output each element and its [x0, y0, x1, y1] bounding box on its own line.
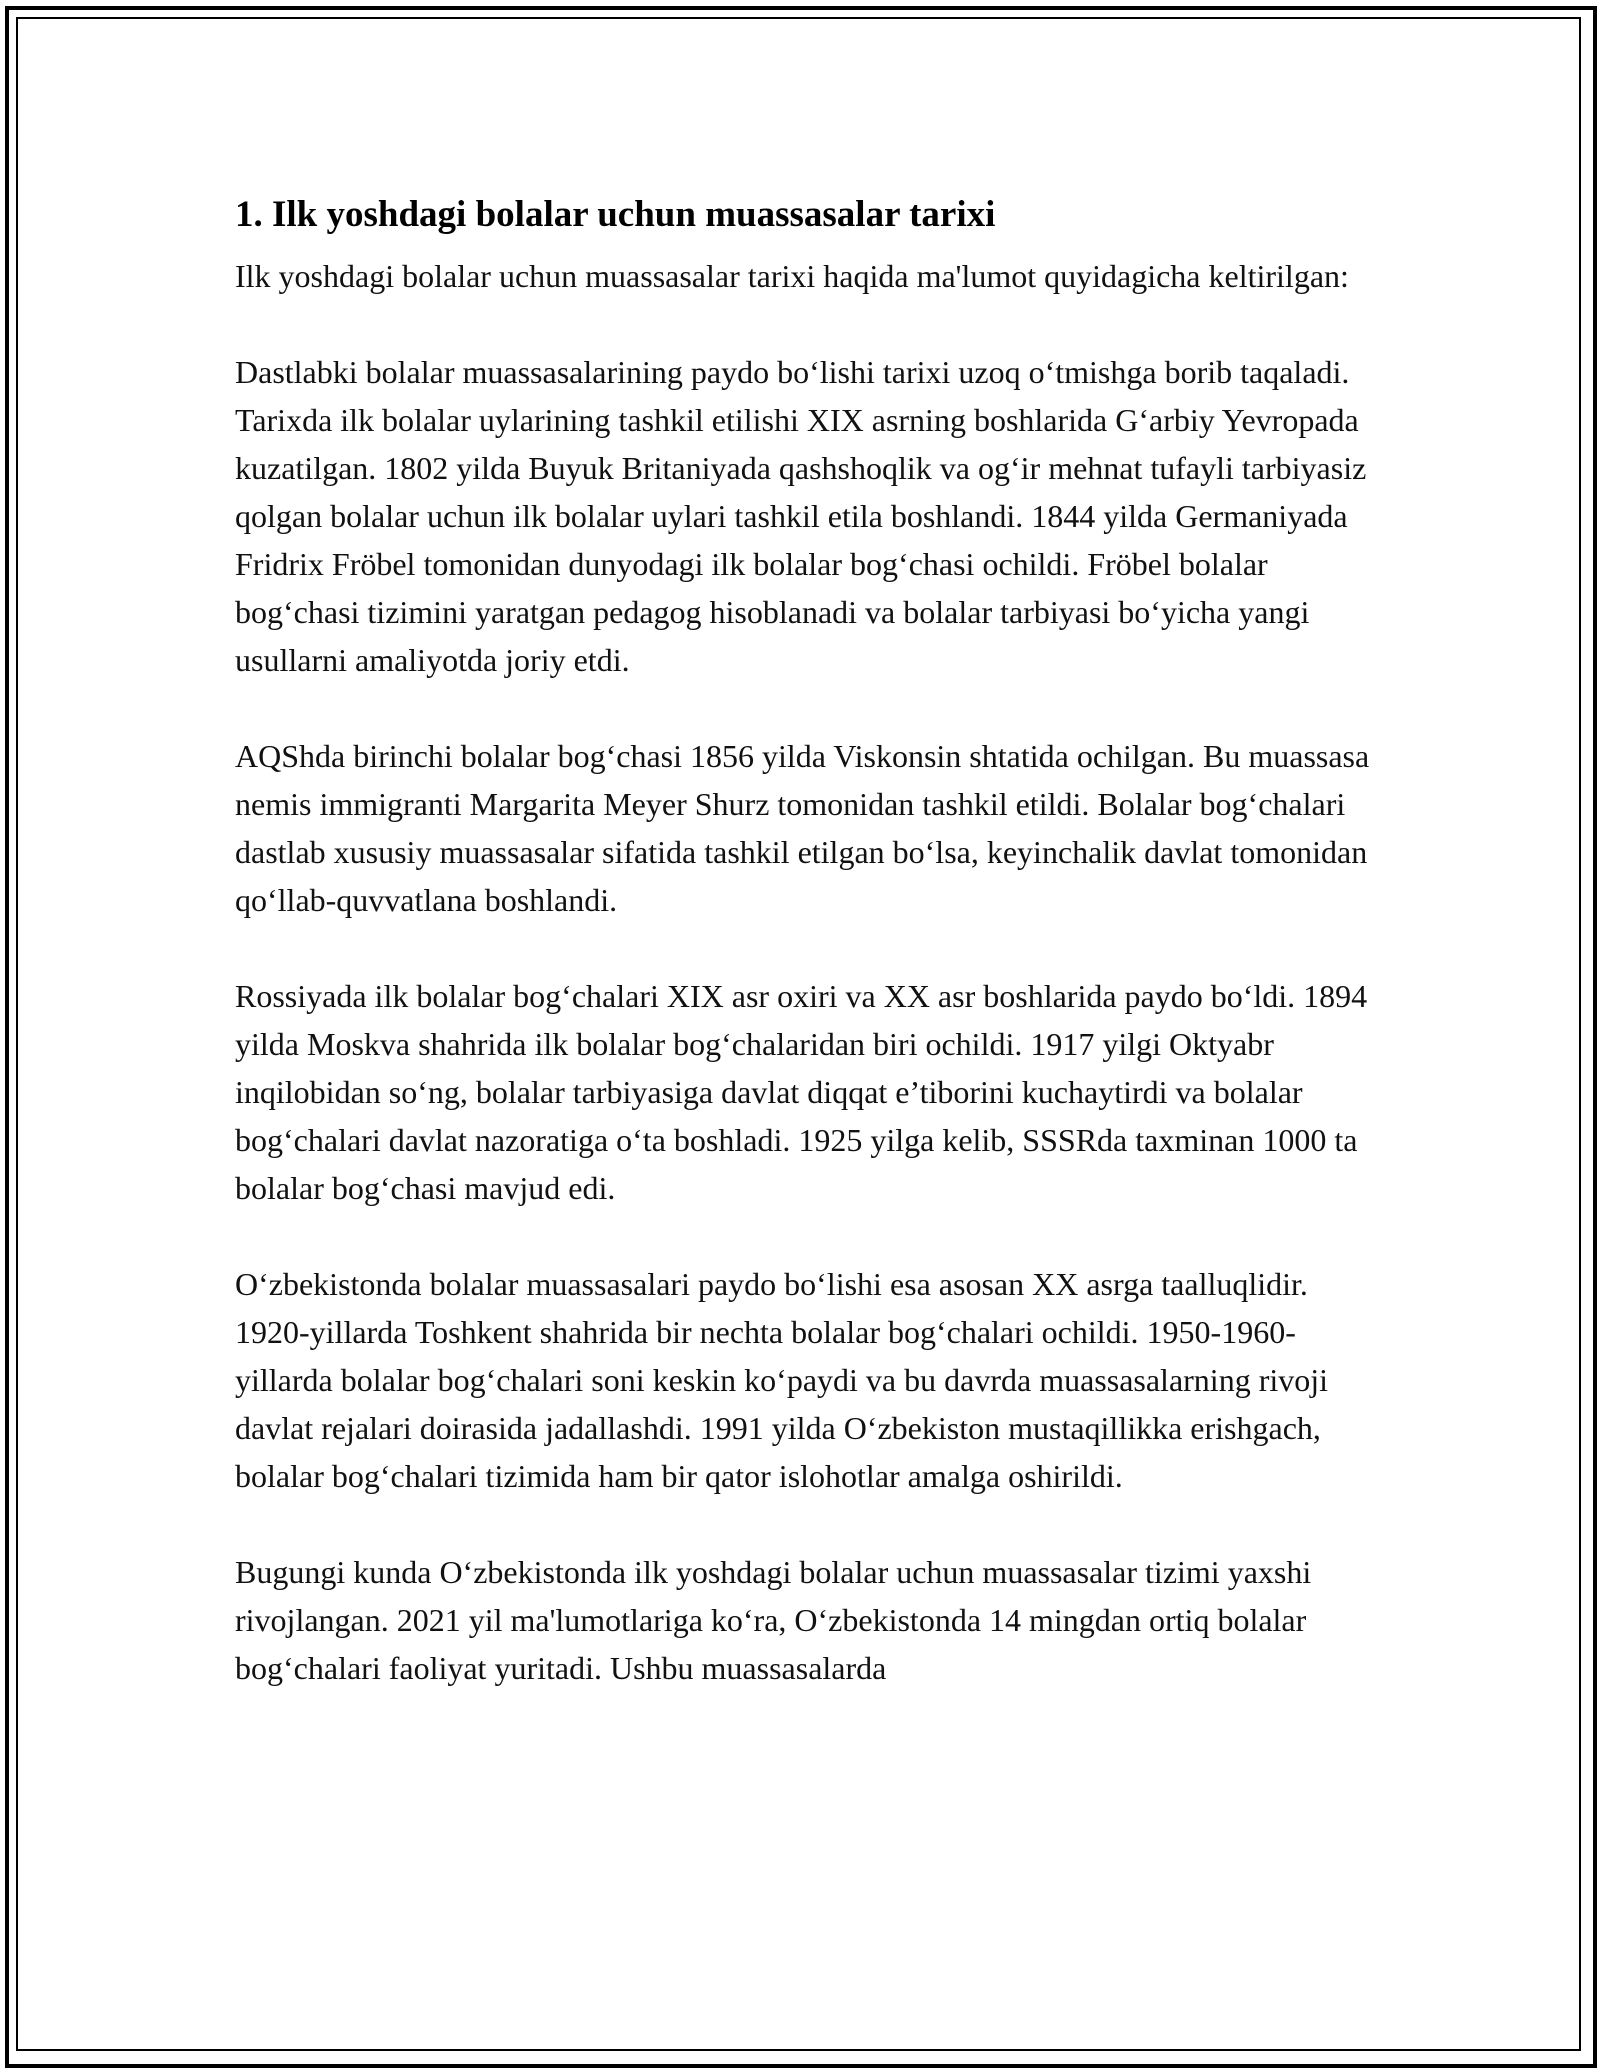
paragraph-uzbekistan-today: Bugungi kunda O‘zbekistonda ilk yoshdagi bolalar uchun muassasalar tizimi yaxshi rivojlangan. 2021 yil ma'lumotlariga ko‘ra, O‘zbekistonda 14 mingdan ortiq bolalar bog‘chalari faoliyat yuritadi. Ushbu muassasalarda: [235, 1554, 1312, 1686]
intro-paragraph: Ilk yoshdagi bolalar uchun muassasalar tarixi haqida ma'lumot quyidagicha keltirilgan:: [235, 258, 1349, 294]
section-heading: 1. Ilk yoshdagi bolalar uchun muassasalar tarixi: [235, 194, 996, 235]
document-body: [235, 186, 1375, 1740]
paragraph-usa-history: AQShda birinchi bolalar bog‘chasi 1856 yilda Viskonsin shtatida ochilgan. Bu muassasa nemis immigranti Margarita Meyer Shurz tomonidan tashkil etildi. Bolalar bog‘chalari dastlab xususiy muassasalar sifatida tashkil etilgan bo‘lsa, keyinchalik davlat tomonidan qo‘llab-quvvatlana boshlandi.: [235, 738, 1370, 918]
paragraph-uzbekistan-history: O‘zbekistonda bolalar muassasalari paydo bo‘lishi esa asosan XX asrga taalluqlidir. 1920-yillarda Toshkent shahrida bir nechta bolalar bog‘chalari ochildi. 1950-1960-yillarda bolalar bog‘chalari soni keskin ko‘paydi va bu davrda muassasalarning rivoji davlat rejalari doirasida jadallashdi. 1991 yilda O‘zbekiston mustaqillikka erishgach, bolalar bog‘chalari tizimida ham bir qator islohotlar amalga oshirildi.: [235, 1266, 1329, 1494]
paragraph-europe-history: Dastlabki bolalar muassasalarining paydo bo‘lishi tarixi uzoq o‘tmishga borib taqaladi. Tarixda ilk bolalar uylarining tashkil etilishi XIX asrning boshlarida G‘arbiy Yevropada kuzatilgan. 1802 yilda Buyuk Britaniyada qashshoqlik va og‘ir mehnat tufayli tarbiyasiz qolgan bolalar uchun ilk bolalar uylari tashkil etila boshlandi. 1844 yilda Germaniyada Fridrix Fröbel tomonidan dunyodagi ilk bolalar bog‘chasi ochildi. Fröbel bolalar bog‘chasi tizimini yaratgan pedagog hisoblanadi va bolalar tarbiyasi bo‘yicha yangi usullarni amaliyotda joriy etdi.: [235, 354, 1367, 678]
paragraph-russia-history: Rossiyada ilk bolalar bog‘chalari XIX asr oxiri va XX asr boshlarida paydo bo‘ldi. 1894 yilda Moskva shahrida ilk bolalar bog‘chalaridan biri ochildi. 1917 yilgi Oktyabr inqilobidan so‘ng, bolalar tarbiyasiga davlat diqqat e’tiborini kuchaytirdi va bolalar bog‘chalari davlat nazoratiga o‘ta boshladi. 1925 yilga kelib, SSSRda taxminan 1000 ta bolalar bog‘chasi mavjud edi.: [235, 978, 1368, 1206]
